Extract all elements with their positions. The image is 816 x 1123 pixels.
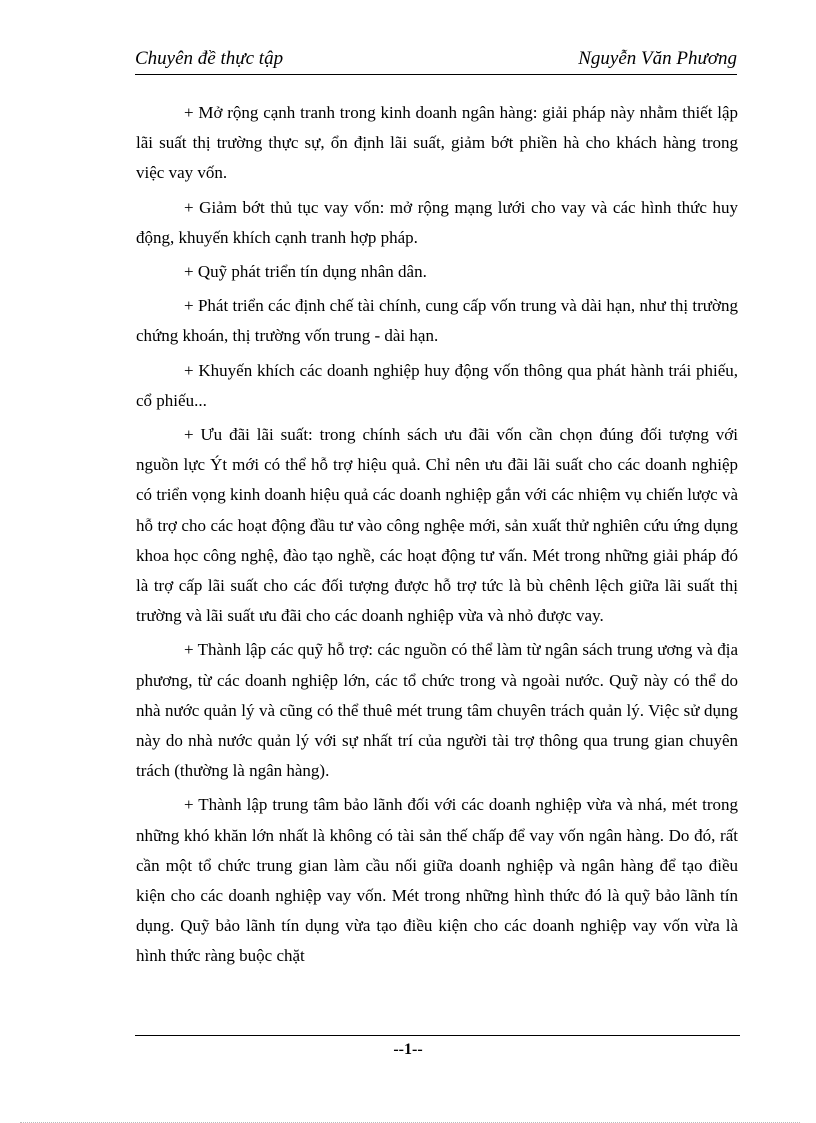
- paragraph: + Phát triển các định chế tài chính, cung cấp vốn trung và dài hạn, như thị trường chứng khoán, thị trường vốn trung - dài hạn.: [136, 296, 738, 346]
- paragraph: + Giảm bớt thủ tục vay vốn: mở rộng mạng lưới cho vay và các hình thức huy động, khuyến khích cạnh tranh hợp pháp.: [136, 197, 738, 247]
- paragraph: + Thành lập các quỹ hỗ trợ: các nguồn có thể làm từ ngân sách trung ương và địa phương, từ các doanh nghiệp lớn, các tổ chức trong và ngoài nước. Quỹ này có thể do nhà nước quản lý và cũng có thể thuê mét trung tâm chuyên trách quản lý. Việc sử dụng này do nhà nước quản lý với sự nhất trí của người tài trợ thông qua trung gian chuyên trách (thường là ngân hàng).: [136, 640, 738, 781]
- header-author: Nguyễn Văn Phương: [578, 48, 737, 69]
- paragraph: + Thành lập trung tâm bảo lãnh đối với các doanh nghiệp vừa và nhá, mét trong những khó khăn lớn nhất là không có tài sản thế chấp để vay vốn ngân hàng. Do đó, rất cần một tổ chức trung gian làm cầu nối giữa doanh nghiệp và ngân hàng để tạo điều kiện cho các doanh nghiệp vay vốn. Mét trong những hình thức đó là quỹ bảo lãnh tín dụng. Quỹ bảo lãnh tín dụng vừa tạo điều kiện cho các doanh nghiệp vay vốn vừa là hình thức ràng buộc chặt: [136, 795, 738, 966]
- paragraph: + Ưu đãi lãi suất: trong chính sách ưu đãi vốn cần chọn đúng đối tượng với nguồn lực Ýt mới có thể hỗ trợ hiệu quả. Chỉ nên ưu đãi lãi suất cho các doanh nghiệp có triển vọng kinh doanh hiệu quả các doanh nghiệp gắn với các nhiệm vụ chiến lược và hỗ trợ cho các hoạt động đầu tư vào công nghệe mới, sản xuất thử nghiên cứu ứng dụng khoa học công nghệ, đào tạo nghề, các hoạt động tư vấn. Mét trong những giải pháp đó là trợ cấp lãi suất cho các đối tượng được hỗ trợ tức là bù chênh lệch giữa lãi suất thị trường và lãi suất ưu đãi cho các doanh nghiệp vừa và nhỏ được vay.: [136, 425, 738, 626]
- paragraph: + Khuyến khích các doanh nghiệp huy động vốn thông qua phát hành trái phiếu, cổ phiếu...: [136, 360, 738, 410]
- page-header: [135, 48, 737, 75]
- document-body: [136, 98, 738, 976]
- header-title: Chuyên đề thực tập: [135, 48, 284, 69]
- page-number: --1--: [393, 1041, 423, 1058]
- footer-divider: [135, 1035, 740, 1036]
- paragraph: + Mở rộng cạnh tranh trong kinh doanh ngân hàng: giải pháp này nhằm thiết lập lãi suất thị trường thực sự, ổn định lãi suất, giảm bớt phiền hà cho khách hàng trong việc vay vốn.: [136, 103, 738, 183]
- paragraph: + Quỹ phát triển tín dụng nhân dân.: [184, 262, 427, 282]
